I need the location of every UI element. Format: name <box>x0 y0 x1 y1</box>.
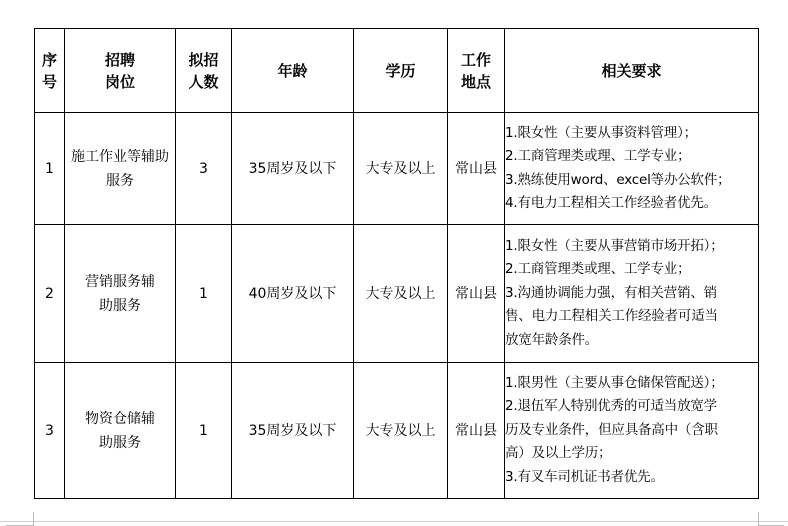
table-row <box>35 225 759 363</box>
requirement-line: 放宽年龄条件。 <box>505 331 599 348</box>
requirement-line: 2.退伍军人特别优秀的可适当放宽学 <box>505 398 717 415</box>
cell-education: 大专及以上 <box>354 363 448 499</box>
cell-position: 物资仓储辅助服务 <box>65 363 176 499</box>
cell-position: 营销服务辅助服务 <box>65 225 176 363</box>
requirement-line: 1.限女性（主要从事资料管理）； <box>505 124 697 141</box>
cell-requirements <box>505 363 759 499</box>
table-row <box>35 113 759 225</box>
page-bottom-rule <box>0 521 788 522</box>
header-count: 拟招人数 <box>176 29 232 113</box>
cell-requirements <box>505 113 759 225</box>
requirement-line: 3.有叉车司机证书者优先。 <box>505 468 664 485</box>
cell-seq: 2 <box>35 225 65 363</box>
cell-education: 大专及以上 <box>354 113 448 225</box>
cell-location: 常山县 <box>448 363 505 499</box>
cell-count: 3 <box>176 113 232 225</box>
requirement-line: 4.有电力工程相关工作经验者优先。 <box>505 195 717 211</box>
header-row <box>35 29 759 113</box>
cell-age: 35周岁及以下 <box>232 363 354 499</box>
requirement-line: 3.沟通协调能力强，有相关营销、销 <box>505 284 717 301</box>
page-corner-mark-left <box>6 512 34 526</box>
cell-education: 大专及以上 <box>354 225 448 363</box>
requirement-line: 1.限女性（主要从事营销市场开拓）； <box>505 237 724 254</box>
requirement-line: 售、电力工程相关工作经验者可适当 <box>505 308 718 325</box>
cell-position: 施工作业等辅助服务 <box>65 113 176 225</box>
table-row <box>35 363 759 499</box>
cell-count: 1 <box>176 225 232 363</box>
cell-seq: 3 <box>35 363 65 499</box>
cell-count: 1 <box>176 363 232 499</box>
header-requirements: 相关要求 <box>505 29 759 113</box>
cell-age: 35周岁及以下 <box>232 113 354 225</box>
requirement-line: 1.限男性（主要从事仓储保管配送）； <box>505 374 724 391</box>
cell-location: 常山县 <box>448 225 505 363</box>
page-corner-mark-right <box>758 512 784 526</box>
recruitment-table <box>34 28 759 499</box>
header-position: 招聘岗位 <box>65 29 176 113</box>
requirement-line: 3.熟练使用word、excel等办公软件； <box>505 171 731 188</box>
cell-seq: 1 <box>35 113 65 225</box>
header-age: 年龄 <box>232 29 354 113</box>
header-seq: 序号 <box>35 29 65 113</box>
header-education: 学历 <box>354 29 448 113</box>
cell-age: 40周岁及以下 <box>232 225 354 363</box>
cell-location: 常山县 <box>448 113 505 225</box>
header-location: 工作地点 <box>448 29 505 113</box>
requirement-line: 历及专业条件，但应具备高中（含职 <box>505 421 718 438</box>
requirement-line: 2.工商管理类或理、工学专业； <box>505 261 691 278</box>
requirement-line: 2.工商管理类或理、工学专业； <box>505 148 691 164</box>
cell-requirements <box>505 225 759 363</box>
requirement-line: 高）及以上学历； <box>505 445 612 462</box>
